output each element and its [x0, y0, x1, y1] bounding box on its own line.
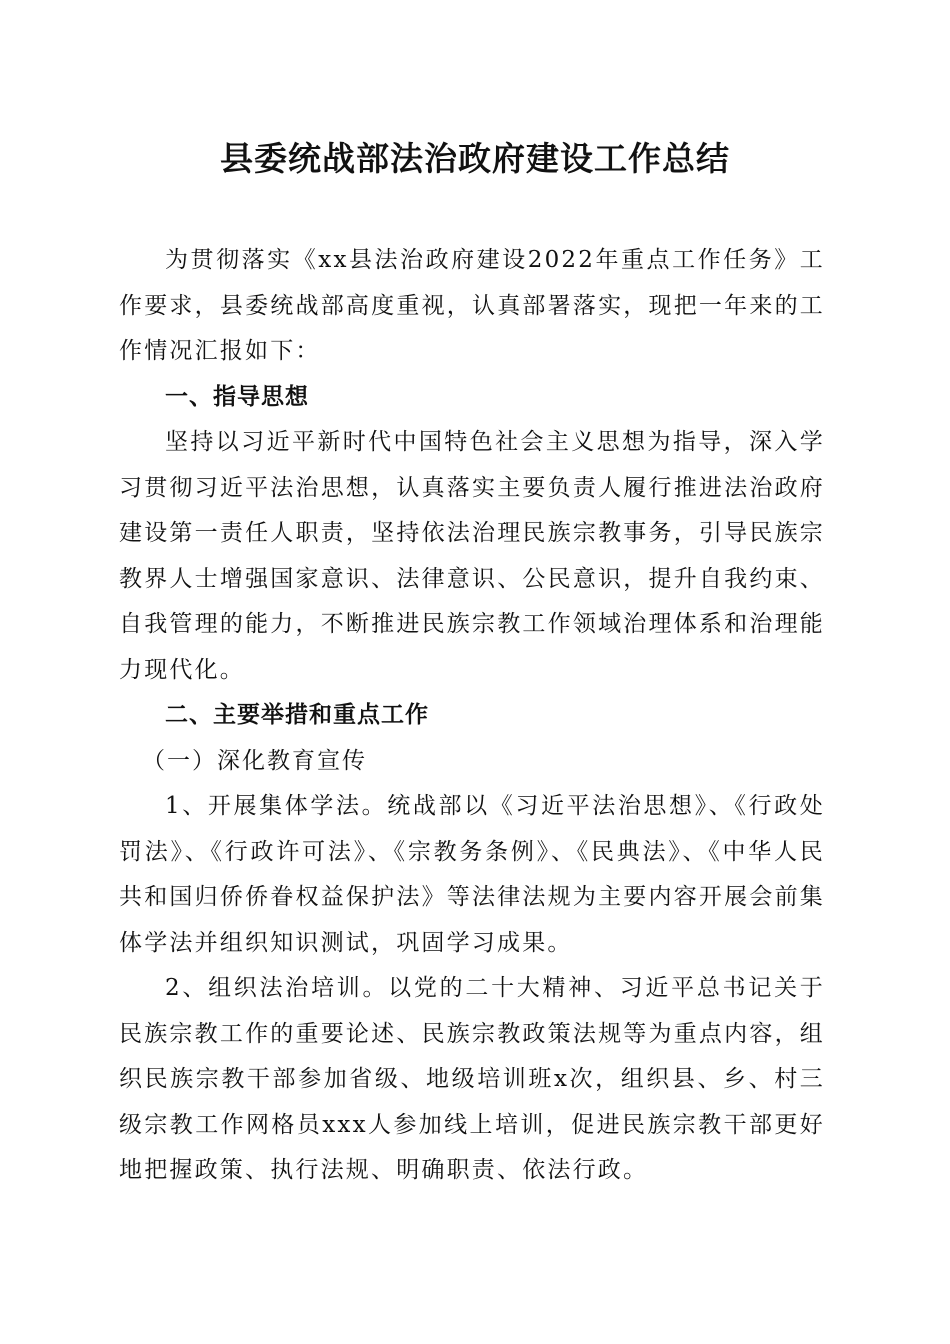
section-heading-guiding-ideology: 一、指导思想 [165, 383, 309, 410]
section-heading-main-measures: 二、主要举措和重点工作 [165, 702, 429, 728]
intro-paragraph: 为贯彻落实《xx县法治政府建设2022年重点工作任务》工作要求，县委统战部高度重视，认真部署落实，现把一年来的工作情况汇报如下： [119, 247, 825, 364]
document-body [119, 238, 825, 1194]
subsection-heading-education: （一）深化教育宣传 [142, 747, 367, 774]
item-collective-law-study: 1、开展集体学法。统战部以《习近平法治思想》、《行政处罚法》、《行政许可法》、《宗教务条例》、《民典法》、《中华人民共和国归侨侨眷权益保护法》等法律法规为主要内容开展会前集体学法并组织知识测试，巩固学习成果。 [119, 793, 825, 956]
guiding-ideology-paragraph: 坚持以习近平新时代中国特色社会主义思想为指导，深入学习贯彻习近平法治思想，认真落实主要负责人履行推进法治政府建设第一责任人职责，坚持依法治理民族宗教事务，引导民族宗教界人士增强国家意识、法律意识、公民意识，提升自我约束、自我管理的能力，不断推进民族宗教工作领域治理体系和治理能力现代化。 [119, 429, 825, 683]
document-title: 县委统战部法治政府建设工作总结 [220, 139, 730, 178]
item-law-training: 2、组织法治培训。以党的二十大精神、习近平总书记关于民族宗教工作的重要论述、民族宗教政策法规等为重点内容，组织民族宗教干部参加省级、地级培训班x次，组织县、乡、村三级宗教工作网格员xxx人参加线上培训，促进民族宗教干部更好地把握政策、执行法规、明确职责、依法行政。 [119, 975, 825, 1183]
